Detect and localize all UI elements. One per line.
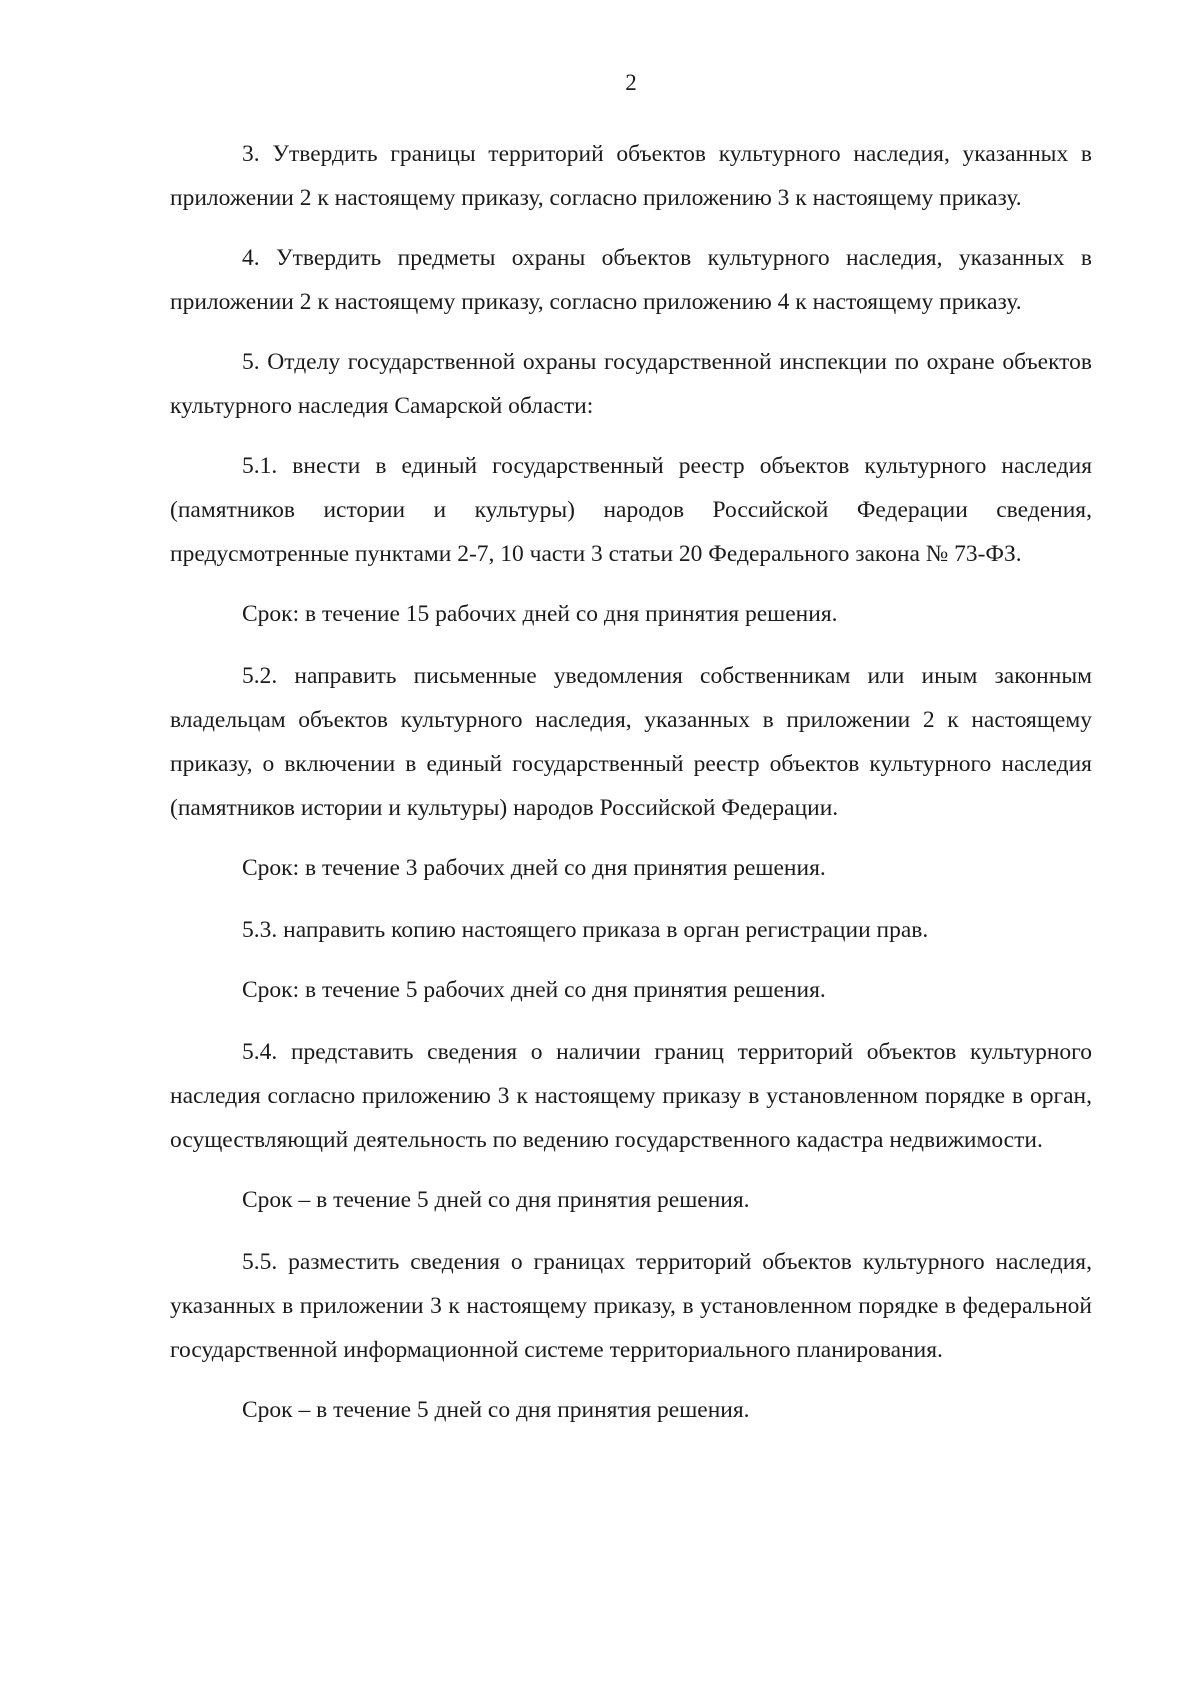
paragraph-item-5-1: 5.1. внести в единый государственный реестр объектов культурного наследия (памятников истории и культуры) народов Российской Федерации сведения, предусмотренные пунктами 2-7, 10 части 3 статьи 20 Федерального закона № 73-ФЗ. bbox=[170, 453, 1092, 567]
paragraph-item-3: 3. Утвердить границы территорий объектов культурного наследия, указанных в приложении 2 к настоящему приказу, согласно приложению 3 к настоящему приказу. bbox=[170, 141, 1092, 211]
paragraph-item-5-4: 5.4. представить сведения о наличии границ территорий объектов культурного наследия согласно приложению 3 к настоящему приказу в установленном порядке в орган, осуществляющий деятельность по ведению государственного кадастра недвижимости. bbox=[170, 1039, 1092, 1153]
deadline-5-3: Срок: в течение 5 рабочих дней со дня принятия решения. bbox=[242, 977, 826, 1003]
paragraph-item-5-2: 5.2. направить письменные уведомления собственникам или иным законным владельцам объектов культурного наследия, указанных в приложении 2 к настоящему приказу, о включении в единый государственный реестр объектов культурного наследия (памятников истории и культуры) народов Российской Федерации. bbox=[170, 663, 1092, 821]
deadline-5-5: Срок – в течение 5 дней со дня принятия решения. bbox=[242, 1397, 750, 1423]
deadline-5-2: Срок: в течение 3 рабочих дней со дня принятия решения. bbox=[242, 855, 826, 881]
page-number: 2 bbox=[625, 70, 637, 95]
paragraph-item-5: 5. Отделу государственной охраны государственной инспекции по охране объектов культурного наследия Самарской области: bbox=[170, 349, 1092, 419]
paragraph-item-4: 4. Утвердить предметы охраны объектов культурного наследия, указанных в приложении 2 к настоящему приказу, согласно приложению 4 к настоящему приказу. bbox=[170, 245, 1092, 315]
deadline-5-1: Срок: в течение 15 рабочих дней со дня принятия решения. bbox=[242, 601, 838, 627]
deadline-5-4: Срок – в течение 5 дней со дня принятия решения. bbox=[242, 1187, 750, 1213]
paragraph-item-5-3: 5.3. направить копию настоящего приказа в орган регистрации прав. bbox=[242, 917, 929, 943]
paragraph-item-5-5: 5.5. разместить сведения о границах территорий объектов культурного наследия, указанных в приложении 3 к настоящему приказу, в установленном порядке в федеральной государственной информационной системе территориального планирования. bbox=[170, 1249, 1092, 1363]
